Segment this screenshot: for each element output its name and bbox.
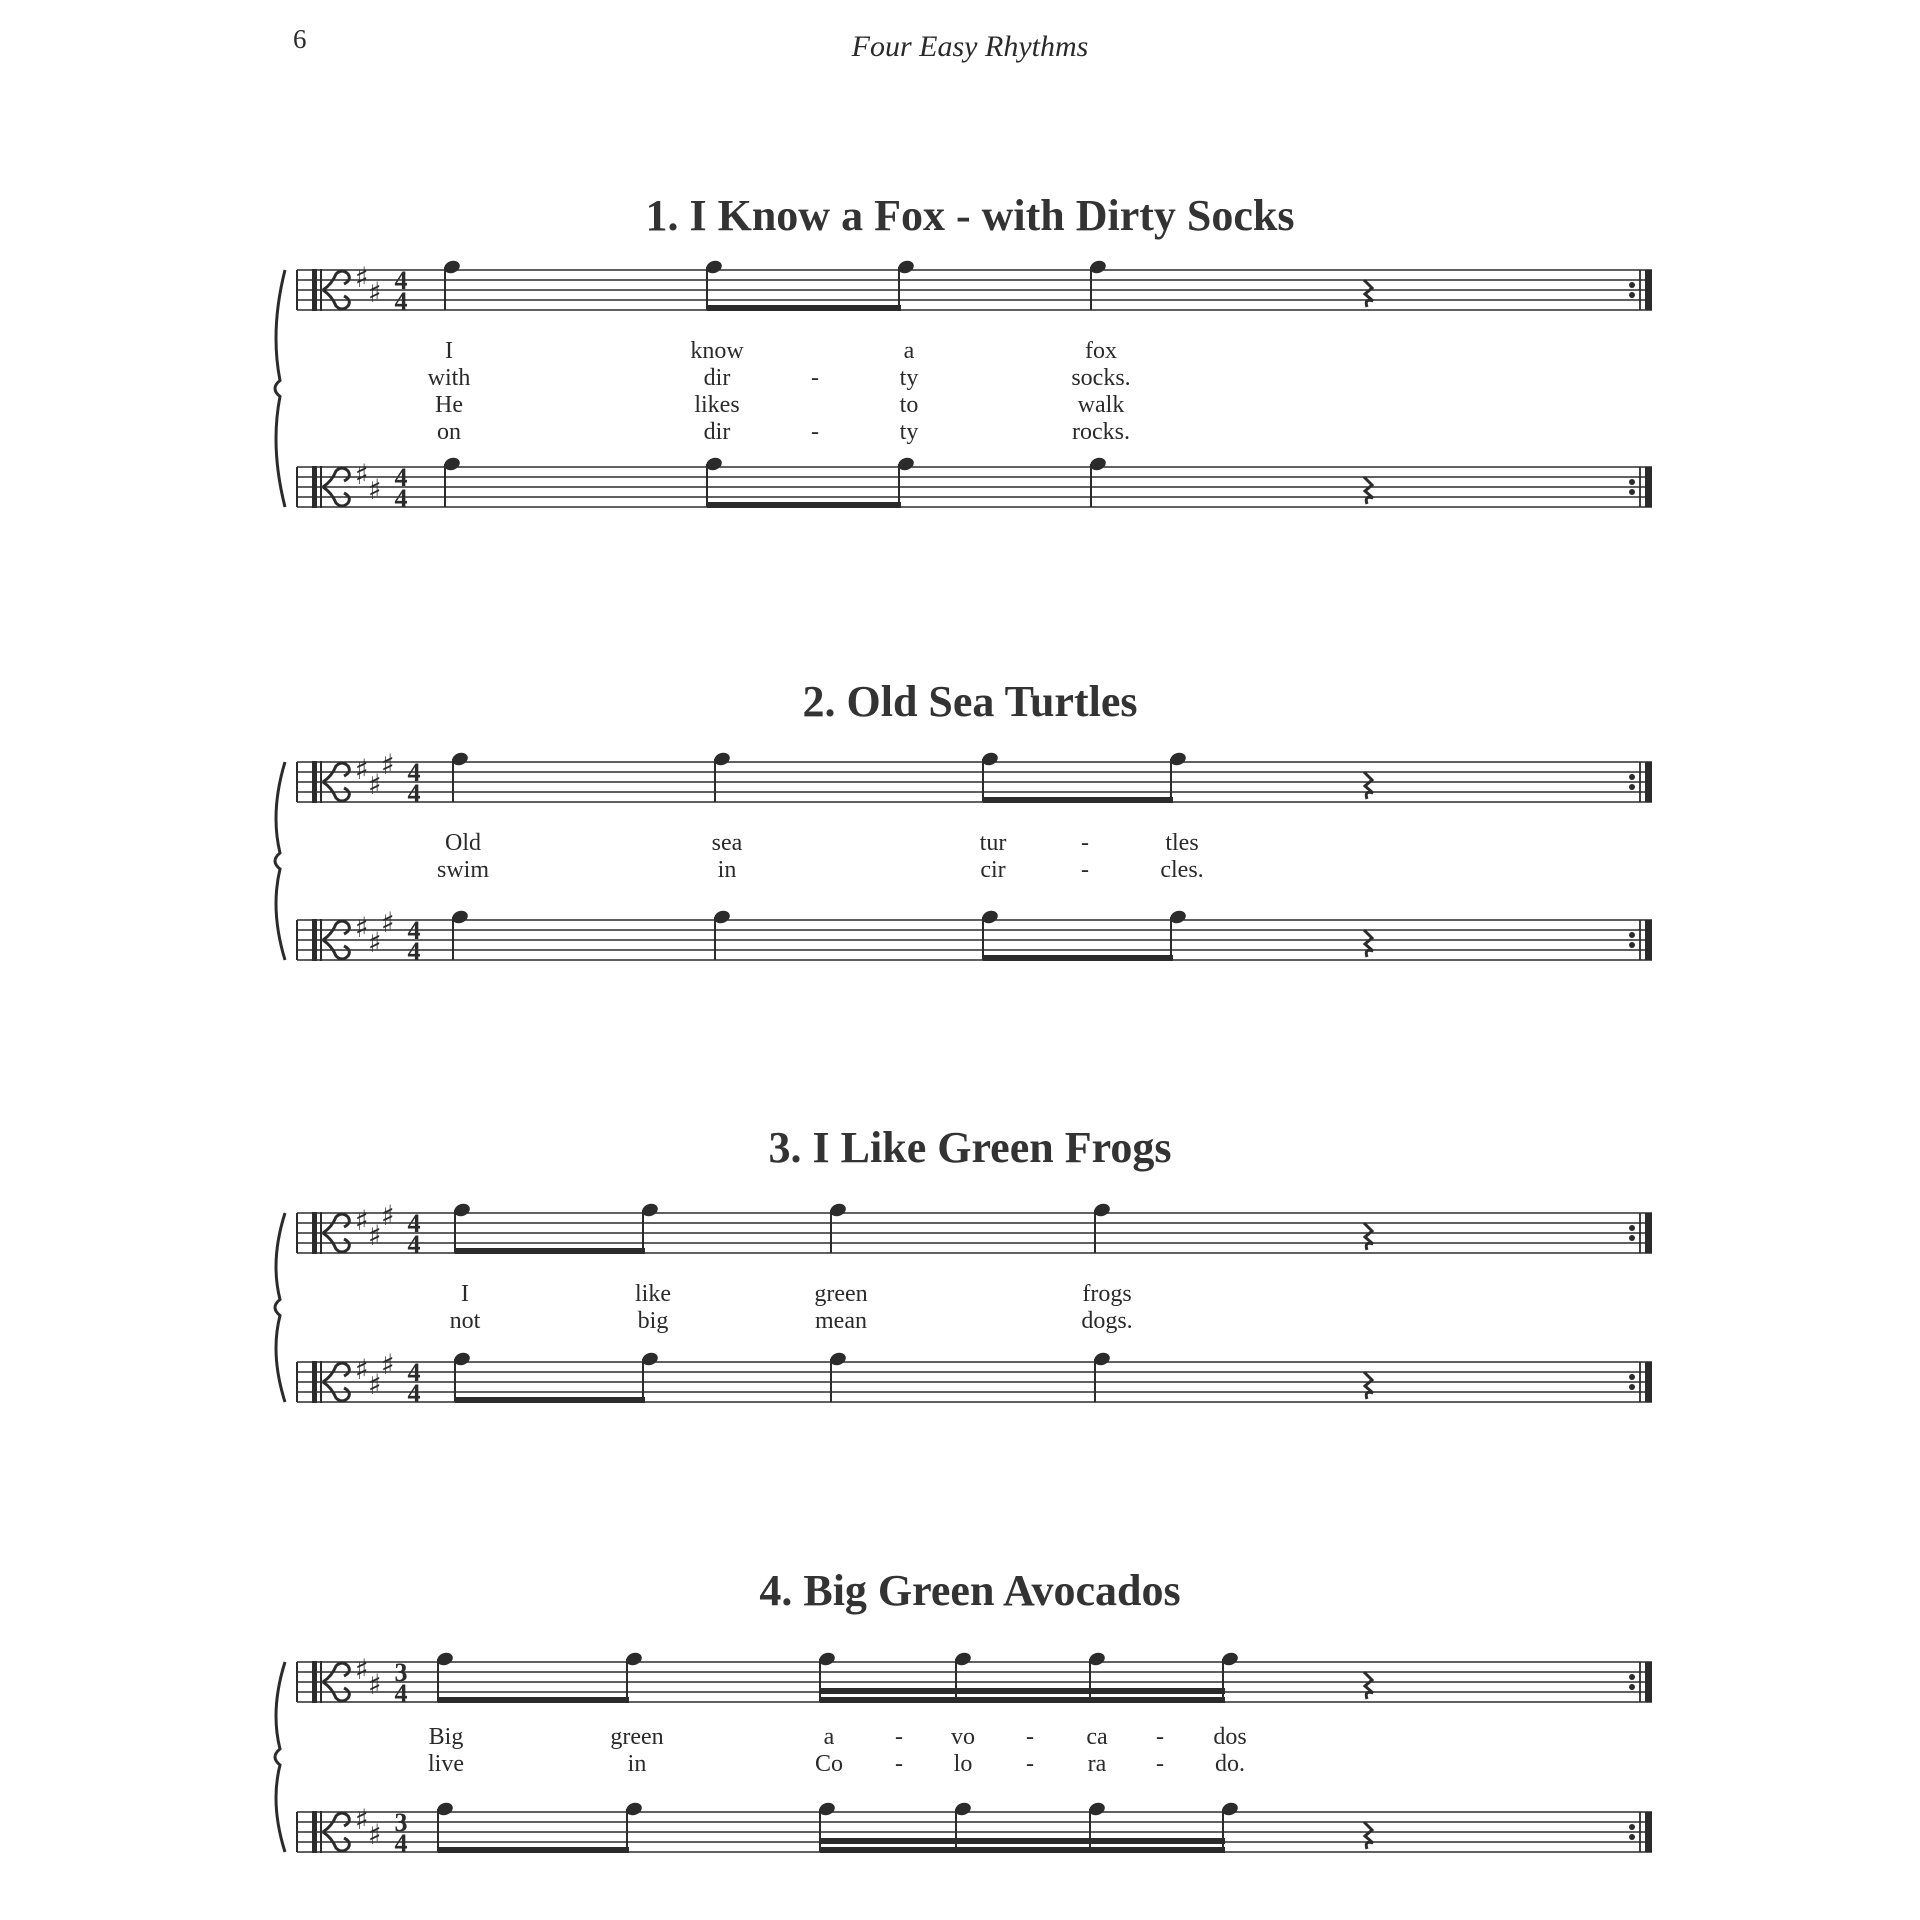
- sharp-icon: ♯: [368, 473, 382, 506]
- sharp-icon: ♯: [355, 458, 369, 491]
- sharp-icon: ♯: [368, 1668, 382, 1701]
- beam: [455, 1248, 645, 1254]
- sharp-icon: ♯: [355, 1353, 369, 1386]
- lyric-syllable: ty: [899, 419, 919, 445]
- lyric-syllable: vo: [951, 1724, 975, 1750]
- lyric-syllable: mean: [815, 1308, 867, 1334]
- beam: [707, 502, 901, 508]
- lyric-syllable: dogs.: [1081, 1308, 1133, 1334]
- lyric-syllable: likes: [694, 392, 740, 418]
- lyric-syllable: not: [449, 1308, 481, 1334]
- lyric-syllable: socks.: [1071, 365, 1131, 391]
- c-clef-icon: [312, 1212, 317, 1254]
- lyric-hyphen: -: [1081, 857, 1089, 883]
- time-signature-top: 4: [394, 266, 408, 295]
- lyric-syllable: He: [435, 392, 463, 418]
- lyric-syllable: Co: [814, 1751, 843, 1777]
- c-clef-icon: [312, 1661, 317, 1703]
- c-clef-icon: [320, 1212, 322, 1254]
- beam: [820, 1688, 1225, 1694]
- c-clef-icon: [320, 466, 322, 508]
- c-clef-icon: [312, 466, 317, 508]
- beam: [438, 1697, 629, 1703]
- lyric-hyphen: -: [1026, 1724, 1034, 1750]
- time-signature-top: 4: [407, 1209, 421, 1238]
- brace-icon: [275, 1662, 285, 1852]
- time-signature-bottom: 4: [407, 937, 421, 966]
- time-signature-bottom: 4: [407, 1230, 421, 1259]
- c-clef-icon: [320, 1811, 322, 1853]
- c-clef-icon: [312, 919, 317, 961]
- lyric-hyphen: -: [1081, 830, 1089, 856]
- quarter-rest-icon: [1364, 1822, 1373, 1849]
- lyric-syllable: Big: [428, 1724, 464, 1750]
- lyric-hyphen: -: [1156, 1724, 1164, 1750]
- repeat-dot: [1629, 1834, 1635, 1840]
- c-clef-icon: [312, 1811, 317, 1853]
- sharp-icon: ♯: [368, 926, 382, 959]
- c-clef-icon: [312, 269, 317, 311]
- sharp-icon: ♯: [368, 1219, 382, 1252]
- repeat-dot: [1629, 1824, 1635, 1830]
- c-clef-icon: [320, 919, 322, 961]
- c-clef-icon: [320, 761, 322, 803]
- sharp-icon: ♯: [355, 753, 369, 786]
- time-signature-bottom: 4: [407, 1379, 421, 1408]
- beam: [820, 1838, 1225, 1844]
- page-number: 6: [293, 24, 307, 54]
- lyric-syllable: frogs: [1082, 1281, 1132, 1307]
- lyric-syllable: cir: [980, 857, 1006, 883]
- beam: [707, 305, 901, 311]
- lyric-syllable: dir: [703, 419, 731, 445]
- quarter-rest-icon: [1364, 1372, 1373, 1399]
- sharp-icon: ♯: [381, 1199, 395, 1232]
- lyric-hyphen: -: [811, 365, 819, 391]
- sharp-icon: ♯: [355, 911, 369, 944]
- lyric-syllable: green: [610, 1724, 664, 1750]
- sharp-icon: ♯: [381, 748, 395, 781]
- repeat-dot: [1629, 942, 1635, 948]
- time-signature-top: 4: [407, 916, 421, 945]
- repeat-dot: [1629, 1235, 1635, 1241]
- lyric-syllable: do.: [1215, 1751, 1245, 1777]
- c-clef-icon: [312, 1361, 317, 1403]
- repeat-dot: [1629, 1674, 1635, 1680]
- sharp-icon: ♯: [368, 768, 382, 801]
- lyric-syllable: big: [637, 1308, 669, 1334]
- running-head: Four Easy Rhythms: [851, 30, 1089, 63]
- quarter-rest-icon: [1364, 930, 1373, 957]
- lyric-syllable: in: [627, 1751, 647, 1777]
- lyric-syllable: in: [717, 857, 737, 883]
- c-clef-icon: [320, 269, 322, 311]
- lyric-syllable: know: [690, 338, 744, 364]
- sharp-icon: ♯: [368, 1368, 382, 1401]
- time-signature-top: 4: [407, 758, 421, 787]
- sharp-icon: ♯: [381, 906, 395, 939]
- lyric-syllable: tles: [1165, 830, 1199, 856]
- lyric-syllable: I: [461, 1281, 469, 1307]
- lyric-hyphen: -: [895, 1751, 903, 1777]
- repeat-dot: [1629, 1384, 1635, 1390]
- lyric-syllable: to: [899, 392, 919, 418]
- final-barline: [1645, 920, 1652, 960]
- beam: [820, 1847, 1225, 1853]
- sharp-icon: ♯: [355, 1204, 369, 1237]
- time-signature-top: 3: [394, 1658, 408, 1687]
- sharp-icon: ♯: [368, 1818, 382, 1851]
- lyric-syllable: rocks.: [1072, 419, 1130, 445]
- repeat-dot: [1629, 292, 1635, 298]
- final-barline: [1645, 1812, 1652, 1852]
- final-barline: [1645, 1213, 1652, 1253]
- quarter-rest-icon: [1364, 1223, 1373, 1250]
- lyric-hyphen: -: [895, 1724, 903, 1750]
- lyric-syllable: live: [428, 1751, 464, 1777]
- brace-icon: [275, 270, 285, 507]
- lyric-syllable: ra: [1087, 1751, 1107, 1777]
- lyric-syllable: green: [814, 1281, 868, 1307]
- lyric-hyphen: -: [1026, 1751, 1034, 1777]
- lyric-syllable: on: [437, 419, 461, 445]
- lyric-syllable: ca: [1086, 1724, 1108, 1750]
- repeat-dot: [1629, 932, 1635, 938]
- c-clef-icon: [312, 761, 317, 803]
- piece-4-title: 4. Big Green Avocados: [759, 1566, 1181, 1615]
- lyric-syllable: sea: [711, 830, 743, 856]
- repeat-dot: [1629, 1225, 1635, 1231]
- time-signature-top: 4: [394, 463, 408, 492]
- beam: [455, 1397, 645, 1403]
- final-barline: [1645, 1662, 1652, 1702]
- lyric-syllable: with: [427, 365, 471, 391]
- repeat-dot: [1629, 774, 1635, 780]
- brace-icon: [275, 1213, 285, 1402]
- time-signature-bottom: 4: [407, 779, 421, 808]
- sharp-icon: ♯: [355, 261, 369, 294]
- sharp-icon: ♯: [381, 1348, 395, 1381]
- sharp-icon: ♯: [355, 1803, 369, 1836]
- repeat-dot: [1629, 282, 1635, 288]
- beam: [820, 1697, 1225, 1703]
- piece-1-title: 1. I Know a Fox - with Dirty Socks: [645, 191, 1295, 240]
- c-clef-icon: [320, 1361, 322, 1403]
- quarter-rest-icon: [1364, 772, 1373, 799]
- lyric-syllable: dir: [703, 365, 731, 391]
- lyric-syllable: ty: [899, 365, 919, 391]
- repeat-dot: [1629, 1374, 1635, 1380]
- final-barline: [1645, 467, 1652, 507]
- time-signature-bottom: 4: [394, 484, 408, 513]
- lyric-syllable: Old: [445, 830, 481, 856]
- final-barline: [1645, 1362, 1652, 1402]
- lyric-syllable: walk: [1077, 392, 1125, 418]
- lyric-syllable: fox: [1085, 338, 1117, 364]
- lyric-syllable: tur: [979, 830, 1007, 856]
- lyric-syllable: dos: [1213, 1724, 1247, 1750]
- time-signature-bottom: 4: [394, 287, 408, 316]
- time-signature-bottom: 4: [394, 1829, 408, 1858]
- piece-2-title: 2. Old Sea Turtles: [802, 677, 1138, 726]
- beam: [983, 797, 1173, 803]
- lyric-syllable: swim: [436, 857, 489, 883]
- time-signature-bottom: 4: [394, 1679, 408, 1708]
- lyric-hyphen: -: [811, 419, 819, 445]
- lyric-syllable: lo: [953, 1751, 973, 1777]
- quarter-rest-icon: [1364, 1672, 1373, 1699]
- sharp-icon: ♯: [368, 276, 382, 309]
- sharp-icon: ♯: [355, 1653, 369, 1686]
- repeat-dot: [1629, 1684, 1635, 1690]
- brace-icon: [275, 762, 285, 960]
- final-barline: [1645, 270, 1652, 310]
- c-clef-icon: [320, 1661, 322, 1703]
- lyric-hyphen: -: [1156, 1751, 1164, 1777]
- time-signature-top: 4: [407, 1358, 421, 1387]
- quarter-rest-icon: [1364, 477, 1373, 504]
- beam: [983, 955, 1173, 961]
- lyric-syllable: a: [823, 1724, 835, 1750]
- lyric-syllable: like: [635, 1281, 671, 1307]
- final-barline: [1645, 762, 1652, 802]
- lyric-syllable: I: [445, 338, 453, 364]
- repeat-dot: [1629, 489, 1635, 495]
- piece-3-title: 3. I Like Green Frogs: [768, 1123, 1172, 1172]
- lyric-syllable: a: [903, 338, 915, 364]
- repeat-dot: [1629, 479, 1635, 485]
- lyric-syllable: cles.: [1160, 857, 1204, 883]
- time-signature-top: 3: [394, 1808, 408, 1837]
- quarter-rest-icon: [1364, 280, 1373, 307]
- beam: [438, 1847, 629, 1853]
- repeat-dot: [1629, 784, 1635, 790]
